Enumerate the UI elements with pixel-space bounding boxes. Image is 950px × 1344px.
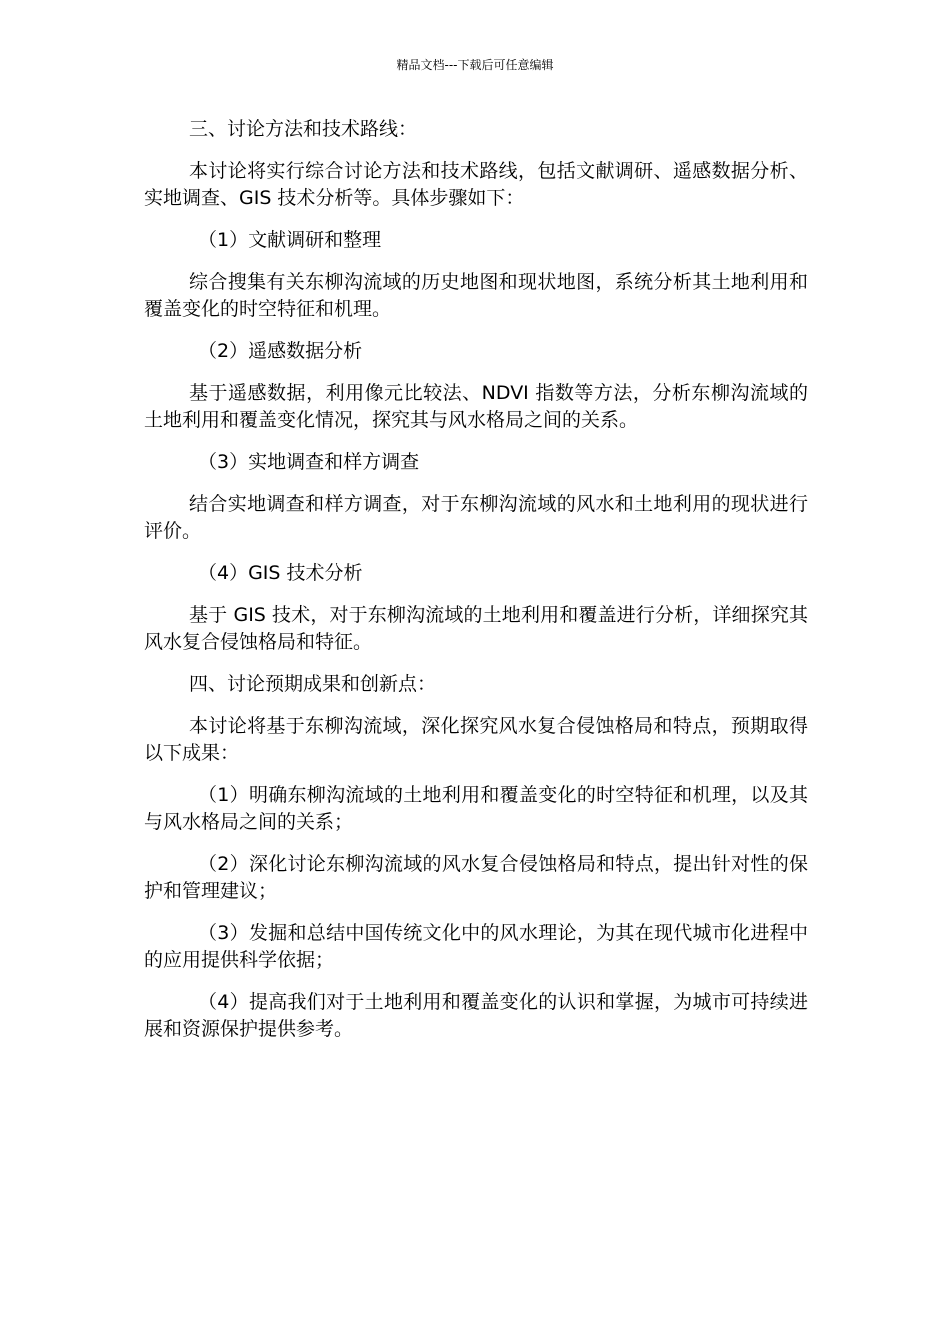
paragraph-remote-sensing: 基于遥感数据，利用像元比较法、NDVI 指数等方法，分析东柳沟流域的土地利用和覆盖变化情况，探究其与风水格局之间的关系。 [144,382,808,431]
step-field-survey: （3）实地调查和样方调查 [198,451,420,473]
outcome-item-4: （4）提高我们对于土地利用和覆盖变化的认识和掌握，为城市可持续进展和资源保护提供参考。 [144,991,808,1040]
section-heading-methods: 三、讨论方法和技术路线： [189,118,418,140]
paragraph-methods-intro: 本讨论将实行综合讨论方法和技术路线，包括文献调研、遥感数据分析、实地调查、GIS 技术分析等。具体步骤如下： [144,160,808,209]
paragraph-literature-review: 综合搜集有关东柳沟流域的历史地图和现状地图，系统分析其土地利用和覆盖变化的时空特征和机理。 [144,271,808,320]
section-heading-outcomes: 四、讨论预期成果和创新点： [189,673,437,695]
outcome-item-2: （2）深化讨论东柳沟流域的风水复合侵蚀格局和特点，提出针对性的保护和管理建议； [144,853,808,902]
outcome-item-3: （3）发掘和总结中国传统文化中的风水理论，为其在现代城市化进程中的应用提供科学依据； [144,922,808,971]
step-literature-review: （1）文献调研和整理 [198,229,382,251]
step-remote-sensing: （2）遥感数据分析 [198,340,363,362]
page-header: 精品文档---下载后可任意编辑 [396,58,554,72]
paragraph-field-survey: 结合实地调查和样方调查，对于东柳沟流域的风水和土地利用的现状进行评价。 [144,493,808,542]
paragraph-gis-analysis: 基于 GIS 技术，对于东柳沟流域的土地利用和覆盖进行分析，详细探究其风水复合侵蚀格局和特征。 [144,604,808,653]
step-gis-analysis: （4）GIS 技术分析 [198,562,363,584]
document-body [144,116,808,1058]
outcome-item-1: （1）明确东柳沟流域的土地利用和覆盖变化的时空特征和机理，以及其与风水格局之间的关系； [144,784,808,833]
paragraph-outcomes-intro: 本讨论将基于东柳沟流域，深化探究风水复合侵蚀格局和特点，预期取得以下成果： [144,715,808,764]
